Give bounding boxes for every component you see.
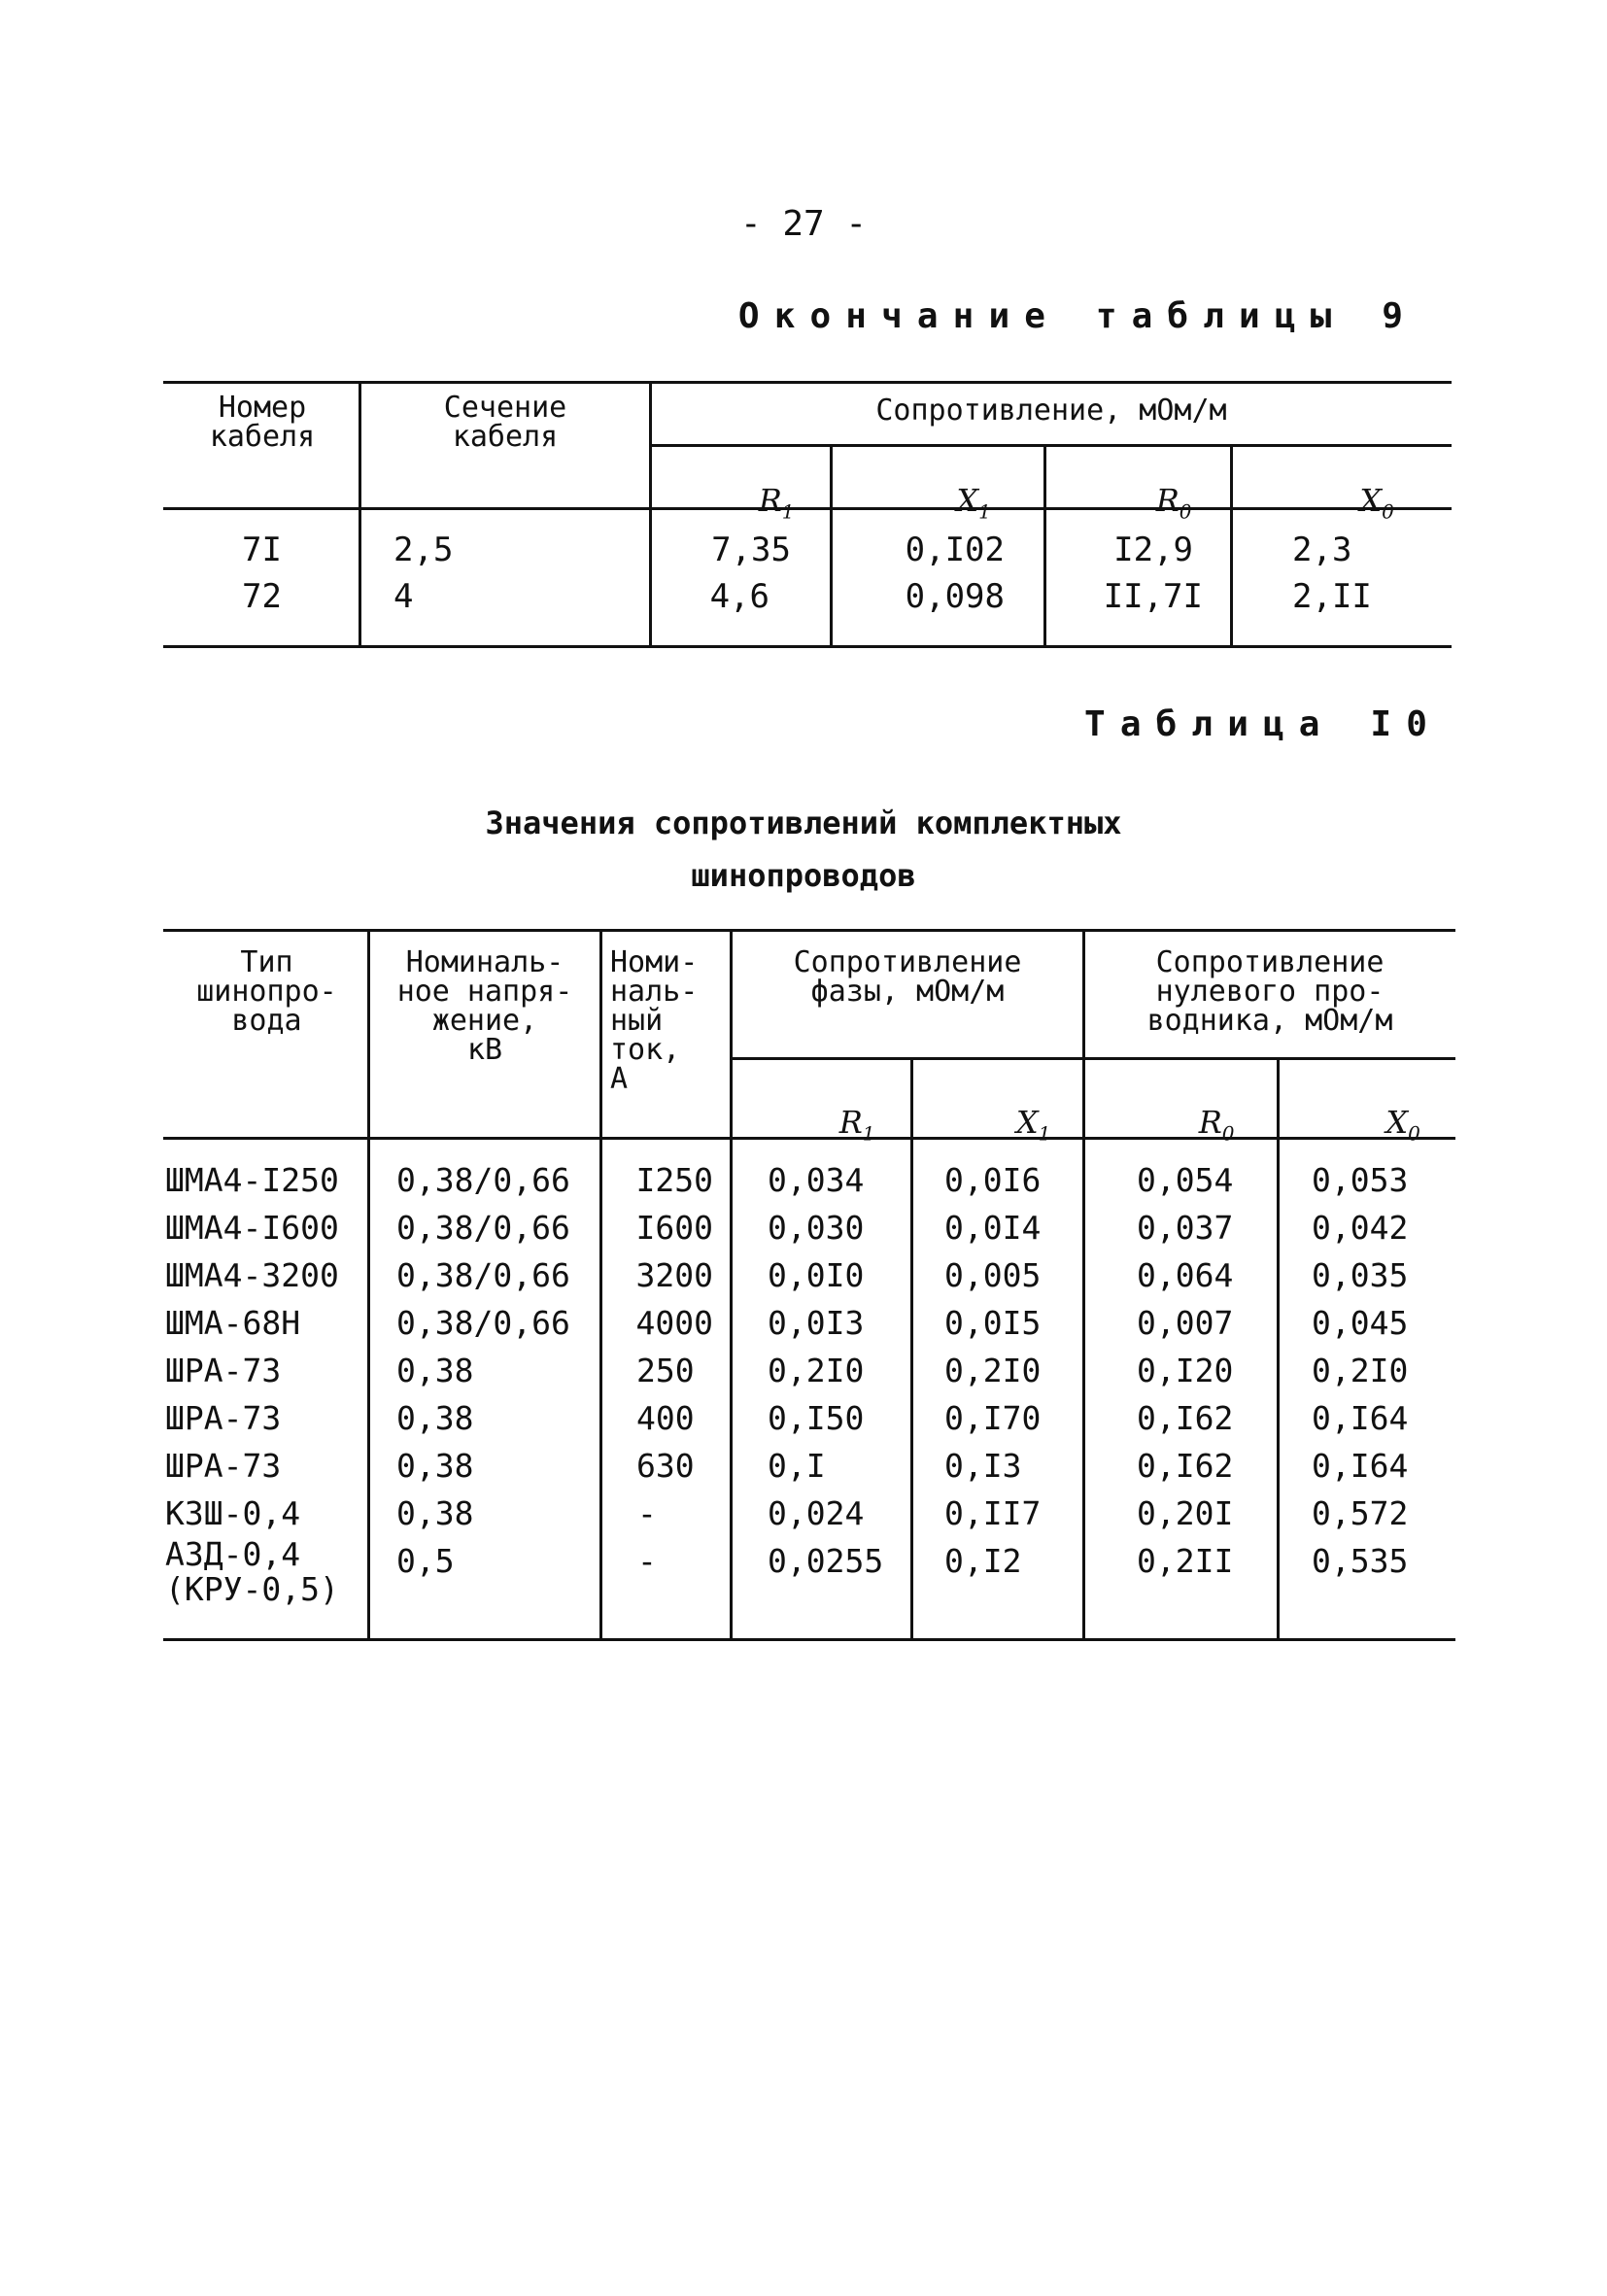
table10-cell-voltage: 0,38/0,66 bbox=[396, 1161, 570, 1199]
table9-cell-x0: 2,II bbox=[1292, 577, 1372, 616]
table10-cell-x0: 0,035 bbox=[1312, 1256, 1409, 1294]
table10-title-line: шинопроводов bbox=[691, 857, 916, 894]
table9-cell-x1: 0,098 bbox=[905, 577, 1005, 616]
table10-cell-current: 3200 bbox=[635, 1256, 713, 1294]
table10-label: Таблица I0 bbox=[1084, 704, 1442, 744]
table10-cell-x1: 0,2I0 bbox=[944, 1352, 1042, 1389]
table10-cell-voltage: 0,38 bbox=[396, 1399, 474, 1437]
table10-cell-x1: 0,0I6 bbox=[944, 1161, 1042, 1199]
table9-cell-r0: II,7I bbox=[1103, 577, 1203, 616]
table9-header-x1: $X_1$ bbox=[956, 482, 991, 524]
table9-cell-section: 4 bbox=[393, 577, 414, 616]
table10-cell-r0: 0,I20 bbox=[1137, 1352, 1234, 1389]
table10-top-rule bbox=[163, 929, 1455, 932]
table10-header-type: Тип шинопро- вода bbox=[196, 945, 337, 1038]
table10-header-current: Номи- наль- ный ток, А bbox=[610, 945, 699, 1096]
table9-cell-r1: 7,35 bbox=[711, 531, 791, 569]
page-number: - 27 - bbox=[739, 204, 868, 244]
table10-cell-r1: 0,034 bbox=[768, 1161, 865, 1199]
table10-cell-voltage: 0,38/0,66 bbox=[396, 1209, 570, 1247]
table10-cell-current: 4000 bbox=[635, 1304, 713, 1342]
table10-cell-current: 250 bbox=[636, 1352, 695, 1389]
table10-cell-r1: 0,0255 bbox=[768, 1542, 884, 1580]
table10-cell-voltage: 0,38 bbox=[396, 1447, 474, 1485]
table10-cell-type: ШМА4-I250 bbox=[165, 1161, 339, 1199]
table10-cell-r1: 0,024 bbox=[768, 1494, 865, 1532]
table10-cell-r0: 0,037 bbox=[1137, 1209, 1234, 1247]
table9-header-r1: $R_1$ bbox=[758, 482, 795, 524]
table10-cell-r0: 0,I62 bbox=[1137, 1447, 1234, 1485]
table10-cell-r0: 0,20I bbox=[1137, 1494, 1234, 1532]
table10-cell-r0: 0,2II bbox=[1137, 1542, 1234, 1580]
table10-cell-voltage: 0,38/0,66 bbox=[396, 1256, 570, 1294]
table10-subheader-rule bbox=[732, 1057, 1455, 1060]
table10-cell-x0: 0,I64 bbox=[1312, 1447, 1409, 1485]
table10-header-r0: $R_0$ bbox=[1198, 1104, 1235, 1146]
table10-cell-current: 400 bbox=[636, 1399, 695, 1437]
table10-cell-x0: 0,2I0 bbox=[1312, 1352, 1409, 1389]
table10-cell-type: ШМА-68Н bbox=[165, 1304, 301, 1342]
table10-vrule bbox=[367, 929, 370, 1641]
table10-cell-r1: 0,030 bbox=[768, 1209, 865, 1247]
table10-cell-x0: 0,I64 bbox=[1312, 1399, 1409, 1437]
table9-cell-number: 72 bbox=[242, 577, 282, 616]
table10-cell-x1: 0,0I5 bbox=[944, 1304, 1042, 1342]
table10-cell-voltage: 0,38/0,66 bbox=[396, 1304, 570, 1342]
table10-cell-x0: 0,572 bbox=[1312, 1494, 1409, 1532]
table9-cell-r0: I2,9 bbox=[1113, 531, 1193, 569]
table9-caption: Окончание таблицы 9 bbox=[737, 296, 1418, 336]
table10-cell-current: I600 bbox=[635, 1209, 713, 1247]
table10-cell-type: ШМА4-3200 bbox=[165, 1256, 339, 1294]
table10-cell-type: ШРА-73 bbox=[165, 1352, 282, 1389]
table10-cell-current: 630 bbox=[636, 1447, 695, 1485]
table10-cell-type: АЗД-0,4 (КРУ-0,5) bbox=[165, 1535, 339, 1608]
table9-cell-number: 7I bbox=[242, 531, 282, 569]
table9-cell-r1: 4,6 bbox=[709, 577, 769, 616]
table10-cell-x1: 0,II7 bbox=[944, 1494, 1042, 1532]
table9-header-resistance: Сопротивление, мОм/м bbox=[875, 394, 1227, 428]
table10-cell-current: - bbox=[637, 1494, 657, 1532]
table10-cell-r0: 0,054 bbox=[1137, 1161, 1234, 1199]
table10-header-r1: $R_1$ bbox=[838, 1104, 875, 1146]
table10-bottom-rule bbox=[163, 1638, 1455, 1641]
table10-header-voltage: Номиналь- ное напря- жение, кВ bbox=[396, 945, 573, 1067]
table10-cell-x0: 0,042 bbox=[1312, 1209, 1409, 1247]
table10-cell-r1: 0,0I0 bbox=[768, 1256, 865, 1294]
table10-cell-x0: 0,535 bbox=[1312, 1542, 1409, 1580]
table10-cell-x1: 0,I70 bbox=[944, 1399, 1042, 1437]
table10-vrule bbox=[1082, 929, 1085, 1641]
table10-cell-x1: 0,005 bbox=[944, 1256, 1042, 1294]
table10-cell-r1: 0,0I3 bbox=[768, 1304, 865, 1342]
table9-cell-x1: 0,I02 bbox=[905, 531, 1005, 569]
table10-cell-voltage: 0,5 bbox=[396, 1542, 455, 1580]
table10-cell-r1: 0,I50 bbox=[768, 1399, 865, 1437]
table10-cell-voltage: 0,38 bbox=[396, 1494, 474, 1532]
table10-vrule bbox=[1277, 1057, 1280, 1641]
table10-cell-current: I250 bbox=[635, 1161, 713, 1199]
table9-header-x0: $X_0$ bbox=[1359, 482, 1394, 524]
table10-cell-type: ШМА4-I600 bbox=[165, 1209, 339, 1247]
table10-cell-type: ШРА-73 bbox=[165, 1399, 282, 1437]
table10-cell-r1: 0,2I0 bbox=[768, 1352, 865, 1389]
table9-header-r0: $R_0$ bbox=[1155, 482, 1192, 524]
table9-header-cable-section: Сечение кабеля bbox=[443, 391, 567, 454]
table9-cell-x0: 2,3 bbox=[1292, 531, 1352, 569]
table10-cell-type: ШРА-73 bbox=[165, 1447, 282, 1485]
table10-cell-x1: 0,I2 bbox=[944, 1542, 1022, 1580]
table10-cell-r0: 0,064 bbox=[1137, 1256, 1234, 1294]
table10-vrule bbox=[910, 1057, 913, 1641]
table10-cell-x1: 0,I3 bbox=[944, 1447, 1022, 1485]
table10-header-x0: $X_0$ bbox=[1385, 1104, 1420, 1146]
table10-cell-x0: 0,045 bbox=[1312, 1304, 1409, 1342]
table9-header-cable-number: Номер кабеля bbox=[209, 391, 316, 454]
table10-vrule bbox=[730, 929, 733, 1641]
table10-cell-r1: 0,I bbox=[768, 1447, 826, 1485]
table10-cell-r0: 0,007 bbox=[1137, 1304, 1234, 1342]
table10-cell-voltage: 0,38 bbox=[396, 1352, 474, 1389]
table9-cell-section: 2,5 bbox=[393, 531, 454, 569]
table10-cell-r0: 0,I62 bbox=[1137, 1399, 1234, 1437]
table10-title-line: Значения сопротивлений комплектных bbox=[485, 805, 1122, 841]
table10-header-phase-resistance: Сопротивление фазы, мОм/м bbox=[793, 945, 1022, 1009]
table10-cell-type: КЗШ-0,4 bbox=[165, 1494, 301, 1532]
table10-header-zero-resistance: Сопротивление нулевого про- водника, мОм/м bbox=[1146, 945, 1393, 1038]
table10-cell-x0: 0,053 bbox=[1312, 1161, 1409, 1199]
table10-cell-current: - bbox=[637, 1542, 657, 1580]
table10-cell-x1: 0,0I4 bbox=[944, 1209, 1042, 1247]
table10-header-x1: $X_1$ bbox=[1015, 1104, 1051, 1146]
